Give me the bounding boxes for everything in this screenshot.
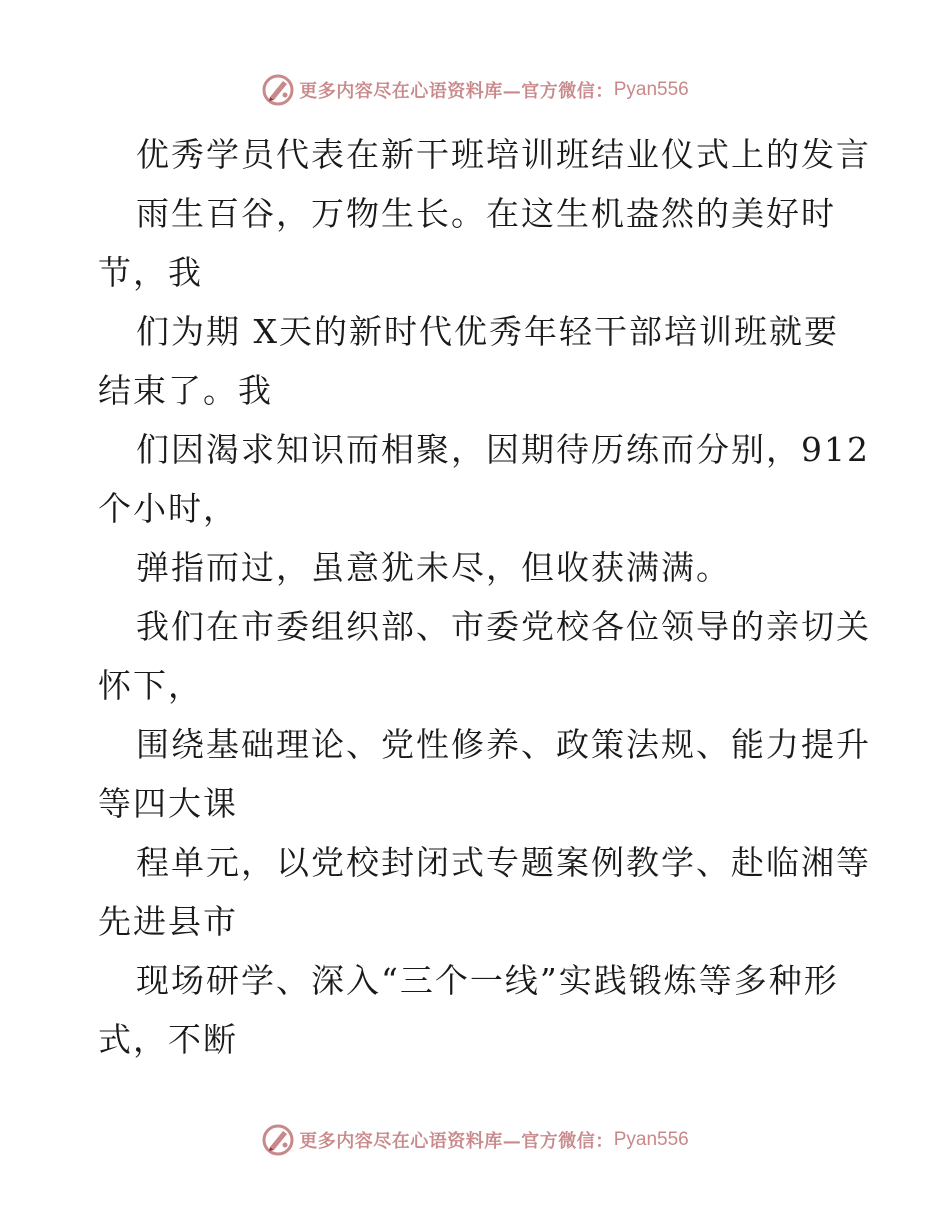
pen-logo-icon (261, 73, 295, 107)
text-line: 围绕基础理论、党性修养、政策法规、能力提升 (136, 725, 871, 764)
watermark-text: 更多内容尽在心语资料库— (299, 1131, 522, 1152)
text-line: 等四大课 (98, 784, 238, 823)
text-line: 先进县市 (98, 902, 238, 941)
text-line: 雨生百谷，万物生长。在这生机盎然的美好时 (136, 194, 836, 233)
header-watermark (0, 70, 950, 110)
text-line: 我们在市委组织部、市委党校各位领导的亲切关 (136, 607, 871, 646)
text-line: 结束了。我 (98, 371, 273, 410)
watermark-wechat-id: Pyan556 (613, 79, 689, 100)
document-body (98, 125, 871, 1069)
document-title: 优秀学员代表在新干班培训班结业仪式上的发言 (136, 135, 871, 174)
watermark-wechat-id: Pyan556 (613, 1129, 689, 1150)
pen-logo-icon (261, 1123, 295, 1157)
text-line: 节，我 (98, 253, 203, 292)
footer-watermark (0, 1120, 950, 1160)
text-line: 怀下， (98, 666, 203, 705)
watermark-wechat-label: 官方微信： (521, 81, 614, 102)
text-line: 弹指而过，虽意犹未尽，但收获满满。 (136, 548, 731, 587)
watermark-text: 更多内容尽在心语资料库— (299, 81, 522, 102)
text-line: 们为期 X天的新时代优秀年轻干部培训班就要 (136, 312, 839, 351)
watermark-wechat-label: 官方微信： (521, 1131, 614, 1152)
text-line: 现场研学、深入“三个一线”实践锻炼等多种形 (136, 961, 839, 1000)
text-line: 们因渴求知识而相聚，因期待历练而分别，912 (136, 430, 870, 469)
text-line: 式，不断 (98, 1020, 238, 1059)
text-line: 个小时， (98, 489, 238, 528)
text-line: 程单元，以党校封闭式专题案例教学、赴临湘等 (136, 843, 871, 882)
